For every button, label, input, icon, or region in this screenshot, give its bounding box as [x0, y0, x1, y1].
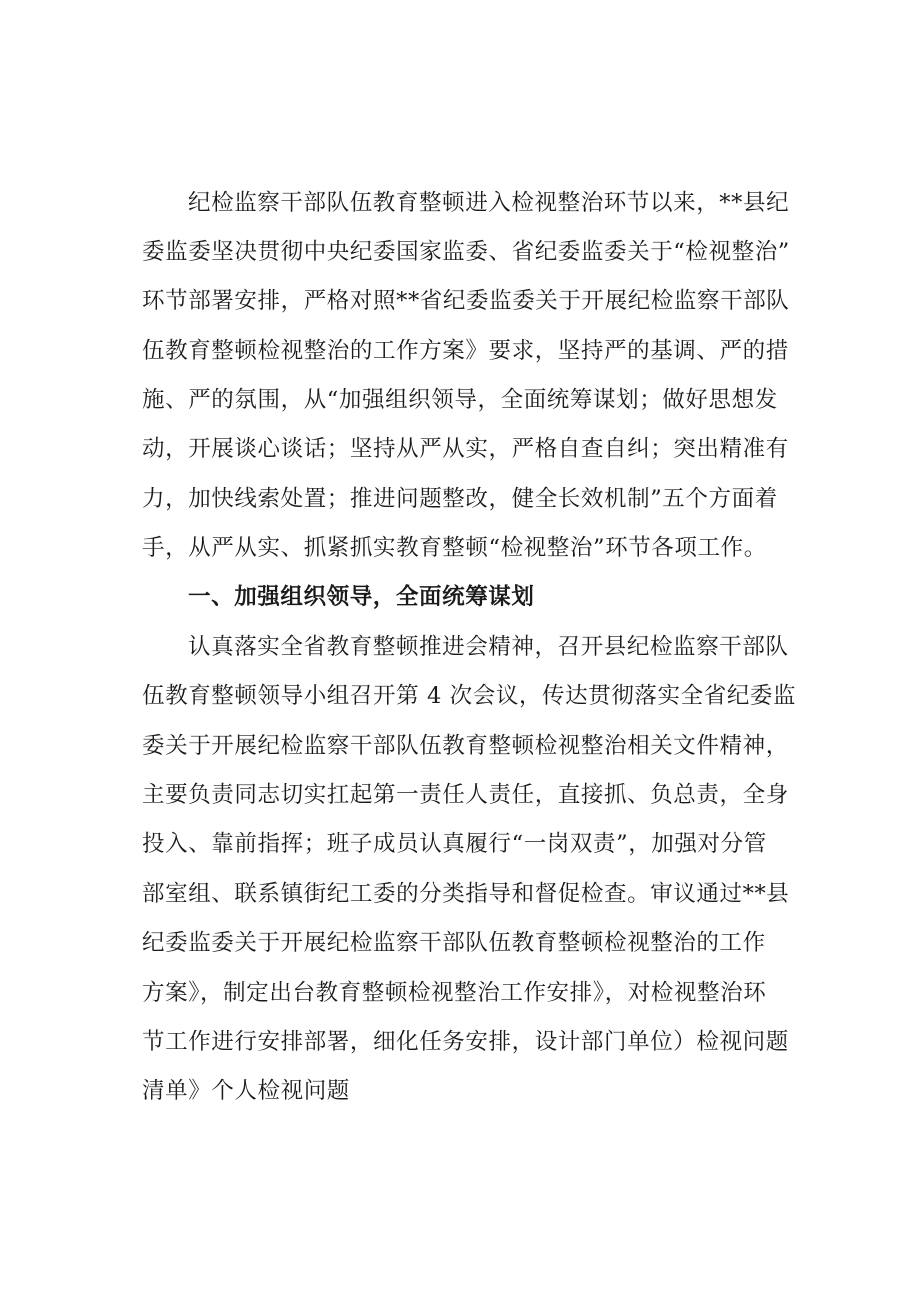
paragraph-line: 主要负责同志切实扛起第一责任人责任，直接抓、负总责，全身 — [142, 782, 789, 808]
paragraph-line: 伍教育整顿检视整治的工作方案》要求，坚持严的基调、严的措 — [142, 338, 789, 364]
paragraph-line: 委监委坚决贯彻中央纪委国家监委、省纪委监委关于“检视整治” — [142, 239, 790, 265]
paragraph-line: 纪检监察干部队伍教育整顿进入检视整治环节以来，**县纪 — [188, 190, 790, 216]
paragraph-line: 节工作进行安排部署，细化任务安排，设计部门单位）检视问题 — [142, 1029, 789, 1055]
paragraph-line: 委关于开展纪检监察干部队伍教育整顿检视整治相关文件精神， — [142, 733, 789, 759]
paragraph-line: 环节部署安排，严格对照**省纪委监委关于开展纪检监察干部队 — [142, 288, 790, 314]
section-heading: 一、加强组织领导，全面统筹谋划 — [188, 584, 535, 610]
paragraph-line: 清单》个人检视问题 — [142, 1078, 350, 1104]
paragraph-line: 手，从严从实、抓紧抓实教育整顿“检视整治”环节各项工作。 — [142, 535, 767, 561]
paragraph-line: 认真落实全省教育整顿推进会精神，召开县纪检监察干部队 — [188, 634, 789, 660]
paragraph-line: 伍教育整顿领导小组召开第 4 次会议，传达贯彻落实全省纪委监 — [142, 683, 797, 709]
paragraph-line: 方案》，制定出台教育整顿检视整治工作安排》，对检视整治环 — [142, 980, 767, 1006]
paragraph-line: 动，开展谈心谈话；坚持从严从实，严格自查自纠；突出精准有 — [142, 436, 789, 462]
paragraph-line: 投入、靠前指挥；班子成员认真履行“一岗双责”，加强对分管 — [142, 831, 767, 857]
paragraph-line: 部室组、联系镇街纪工委的分类指导和督促检查。审议通过**县 — [142, 881, 790, 907]
paragraph-line: 施、严的氛围，从“加强组织领导，全面统筹谋划；做好思想发 — [142, 387, 778, 413]
paragraph-line: 纪委监委关于开展纪检监察干部队伍教育整顿检视整治的工作 — [142, 930, 766, 956]
paragraph-line: 力，加快线索处置；推进问题整改，健全长效机制”五个方面着 — [142, 486, 778, 512]
